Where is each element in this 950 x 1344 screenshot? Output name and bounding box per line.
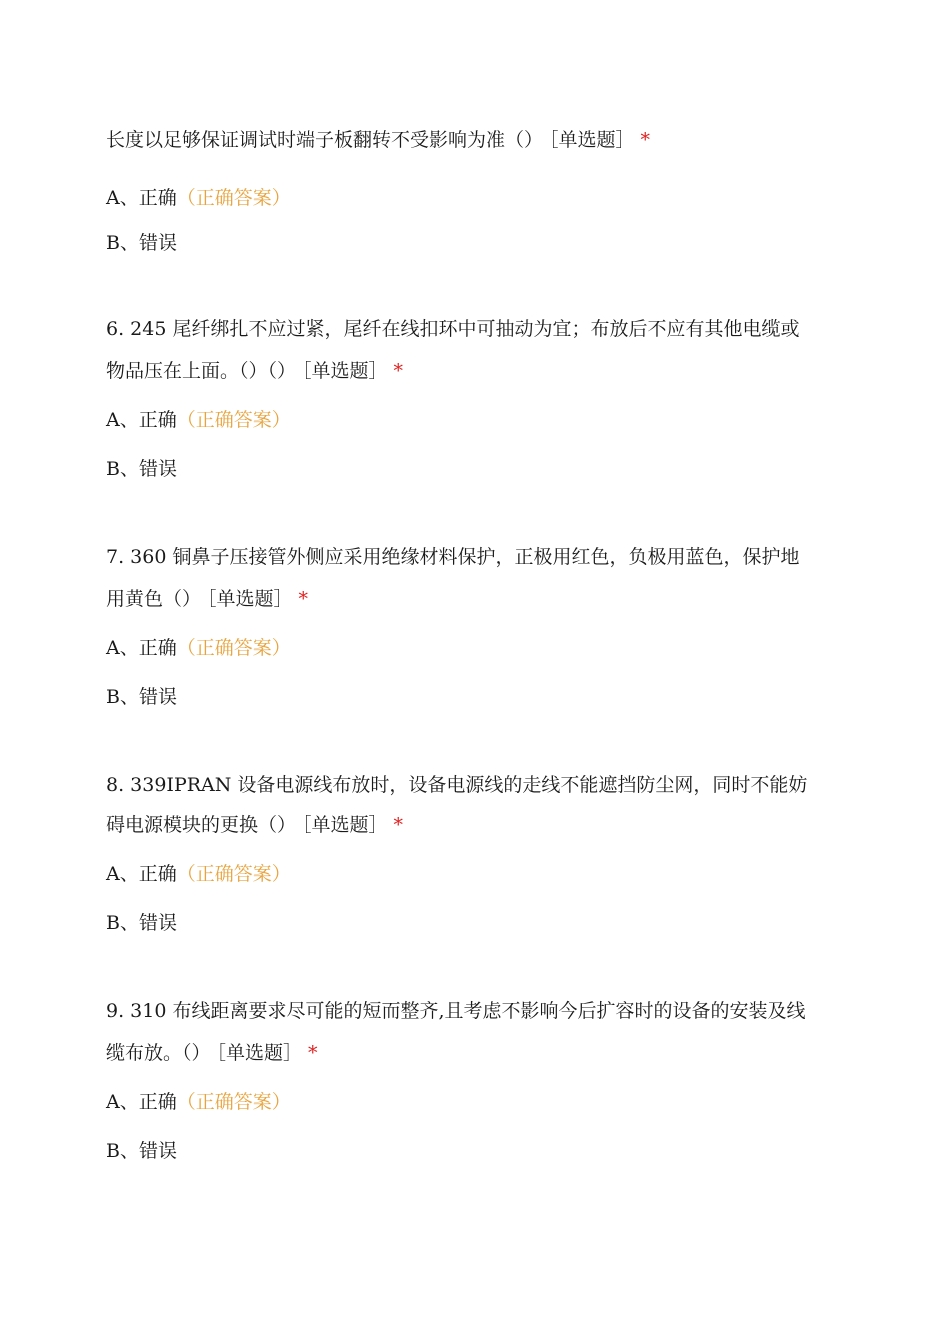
question-text-line xyxy=(106,587,846,611)
question-text: 7. 360 铜鼻子压接管外侧应采用绝缘材料保护，正极用红色，负极用蓝色，保护地 xyxy=(106,546,800,568)
option-label: A、正确 xyxy=(106,1091,177,1113)
correct-answer-note: （正确答案） xyxy=(176,1091,291,1113)
question-text: 缆布放。（） xyxy=(106,1042,211,1064)
option-label: B、错误 xyxy=(106,458,177,480)
required-mark: * xyxy=(393,814,404,836)
question-text-line xyxy=(106,1041,846,1065)
option-a[interactable] xyxy=(106,186,846,210)
required-mark: * xyxy=(308,1042,318,1064)
option-label: B、错误 xyxy=(106,686,177,708)
question-text: 物品压在上面。（）（） xyxy=(106,360,297,382)
question-text-line xyxy=(106,545,846,569)
question-text: 碍电源模块的更换（） xyxy=(106,814,297,836)
question-text-line xyxy=(106,999,846,1023)
option-b[interactable] xyxy=(106,231,846,255)
question-text-line xyxy=(106,128,846,152)
question-text-line xyxy=(106,813,846,837)
option-b[interactable] xyxy=(106,911,846,935)
option-a[interactable] xyxy=(106,636,846,660)
required-mark: * xyxy=(393,360,404,382)
option-label: A、正确 xyxy=(106,409,177,431)
correct-answer-note: （正确答案） xyxy=(176,637,291,659)
question-type-tag: ［单选题］ xyxy=(302,360,388,382)
option-label: A、正确 xyxy=(106,637,177,659)
question-text: 9. 310 布线距离要求尽可能的短而整齐,且考虑不影响今后扩容时的设备的安装及线 xyxy=(106,1000,806,1022)
question-type-tag: ［单选题］ xyxy=(207,588,293,610)
correct-answer-note: （正确答案） xyxy=(176,863,291,885)
option-label: A、正确 xyxy=(106,187,177,209)
correct-answer-note: （正确答案） xyxy=(176,409,291,431)
question-text-line xyxy=(106,773,846,797)
option-label: B、错误 xyxy=(106,232,177,254)
question-text-line xyxy=(106,359,846,383)
question-type-tag: ［单选题］ xyxy=(549,129,635,151)
required-mark: * xyxy=(298,588,309,610)
question-text-line xyxy=(106,317,846,341)
option-label: B、错误 xyxy=(106,1140,177,1162)
option-b[interactable] xyxy=(106,685,846,709)
question-type-tag: ［单选题］ xyxy=(216,1042,303,1064)
question-text: 6. 245 尾纤绑扎不应过紧，尾纤在线扣环中可抽动为宜；布放后不应有其他电缆或 xyxy=(106,318,800,340)
option-b[interactable] xyxy=(106,457,846,481)
required-mark: * xyxy=(640,129,651,151)
correct-answer-note: （正确答案） xyxy=(176,187,291,209)
option-label: B、错误 xyxy=(106,912,177,934)
option-a[interactable] xyxy=(106,862,846,886)
option-a[interactable] xyxy=(106,408,846,432)
option-label: A、正确 xyxy=(106,863,177,885)
question-text: 用黄色（） xyxy=(106,588,202,610)
question-text: 长度以足够保证调试时端子板翻转不受影响为准（） xyxy=(106,129,544,151)
option-a[interactable] xyxy=(106,1090,846,1114)
question-text: 8. 339IPRAN 设备电源线布放时，设备电源线的走线不能遮挡防尘网，同时不能妨 xyxy=(106,774,808,796)
question-type-tag: ［单选题］ xyxy=(302,814,388,836)
option-b[interactable] xyxy=(106,1139,846,1163)
